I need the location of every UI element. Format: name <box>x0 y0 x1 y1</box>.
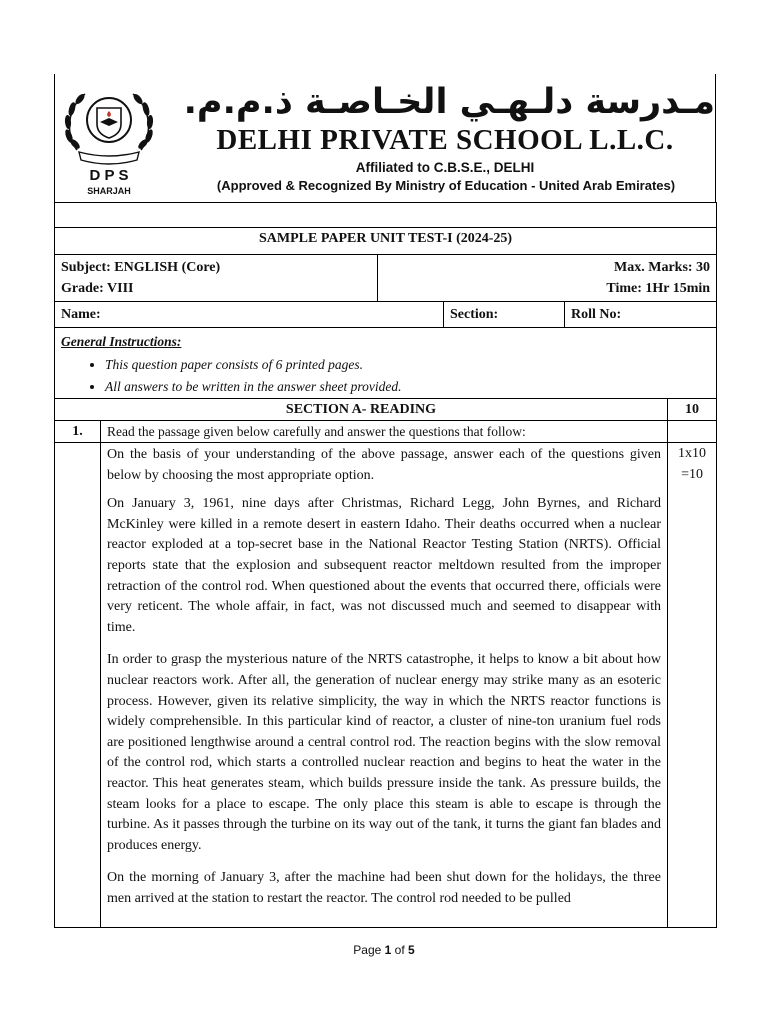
approval-line: (Approved & Recognized By Ministry of Education - United Arab Emirates) <box>216 178 676 193</box>
instructions-title: General Instructions: <box>61 334 182 349</box>
section-a-heading: SECTION A- READING <box>55 399 668 421</box>
question-number: 1. <box>55 421 101 443</box>
blank-row <box>55 203 717 228</box>
subject-grade-cell <box>55 255 378 302</box>
of-word: of <box>394 943 405 957</box>
question-marks-empty <box>668 421 717 443</box>
passage-paragraph: On the morning of January 3, after the machine had been shut down for the holidays, the three men arrived at the station to restart the reactor. The control rod needed to be pulled <box>107 870 661 906</box>
section-field: Section: <box>444 302 565 328</box>
passage-lead: On the basis of your understanding of the above passage, answer each of the questions given below by choosing the most appropriate option. <box>107 447 661 483</box>
school-name: DELHI PRIVATE SCHOOL L.L.C. <box>216 124 674 156</box>
section-a-row <box>55 399 717 421</box>
grade-label: Grade: VIII <box>61 281 134 296</box>
roll-no-field: Roll No: <box>565 302 717 328</box>
sub-marks-cell <box>668 443 717 928</box>
name-field: Name: <box>55 302 444 328</box>
school-logo <box>59 78 159 198</box>
passage-paragraph: In order to grasp the mysterious nature of the NRTS catastrophe, it helps to know a bit about how nuclear reactors work. After all, the generation of nuclear energy may strike many as an esoteric process. However, given its relative simplicity, the way in which the NRTS reactor functions is widely comprehensible. In this particular kind of reactor, a cluster of nine-ton uranium fuel rods are positioned lengthwise around a central control rod. The reaction begins with the slow removal of the control rod, which starts a controlled nuclear reaction and begins to heat the water in the reactor. This heat generates steam, which builds pressure inside the tank. As pressure builds, the steam looks for a place to escape. The only place this steam is able to escape is through the turbine. As it passes through the turbine on its way out of the tank, it turns the giant fan blades and produces energy. <box>107 652 661 853</box>
page-footer <box>0 943 768 957</box>
student-row <box>55 302 717 328</box>
instructions-cell <box>55 328 717 399</box>
question-row <box>55 421 717 443</box>
passage-paragraph: On January 3, 1961, nine days after Christmas, Richard Legg, John Byrnes, and Richard McKinley were killed in a remote desert in eastern Idaho. Their deaths occurred when a nuclear reactor exploded at a top-secret base in the National Reactor Testing Station (NRTS). Official reports state that the explosion and subsequent reactor meltdown resulted from the improper retraction of the control rod. When questioned about the events that occurred there, officials were very reticent. The whole affair, in fact, was not discussed much and seemed to disappear with time. <box>107 496 661 635</box>
letterhead <box>54 74 716 202</box>
instruction-item: • This question paper consists of 6 printed pages. <box>105 354 710 376</box>
page-total: 5 <box>408 943 415 957</box>
affiliation-line: Affiliated to C.B.S.E., DELHI <box>355 160 535 175</box>
instruction-item: • All answers to be written in the answer sheet provided. <box>105 376 710 398</box>
instructions-row <box>55 328 717 399</box>
svg-text:SHARJAH: SHARJAH <box>87 186 131 196</box>
question-paper-table <box>54 202 717 928</box>
max-marks-label: Max. Marks: 30 <box>614 260 711 275</box>
passage-number-empty <box>55 443 101 928</box>
passage-cell <box>101 443 668 928</box>
paper-title: SAMPLE PAPER UNIT TEST-I (2024-25) <box>55 228 717 255</box>
sub-marks-total: =10 <box>681 467 703 482</box>
title-row <box>55 228 717 255</box>
page-number: 1 <box>384 943 392 957</box>
passage-row <box>55 443 717 928</box>
subject-label: Subject: ENGLISH (Core) <box>61 260 221 275</box>
page-word: Page <box>353 943 382 957</box>
time-label: Time: 1Hr 15min <box>606 281 711 296</box>
question-text: Read the passage given below carefully and answer the questions that follow: <box>101 421 668 443</box>
sub-marks-line: 1x10 <box>678 446 707 461</box>
instructions-list <box>61 354 710 398</box>
marks-time-cell <box>378 255 717 302</box>
svg-text:D P S: D P S <box>89 167 129 184</box>
subject-row <box>55 255 717 302</box>
school-name-arabic: مـدرسة دلـهـي الخـاصـة ذ.م.م. <box>183 82 715 122</box>
section-a-marks: 10 <box>668 399 717 421</box>
